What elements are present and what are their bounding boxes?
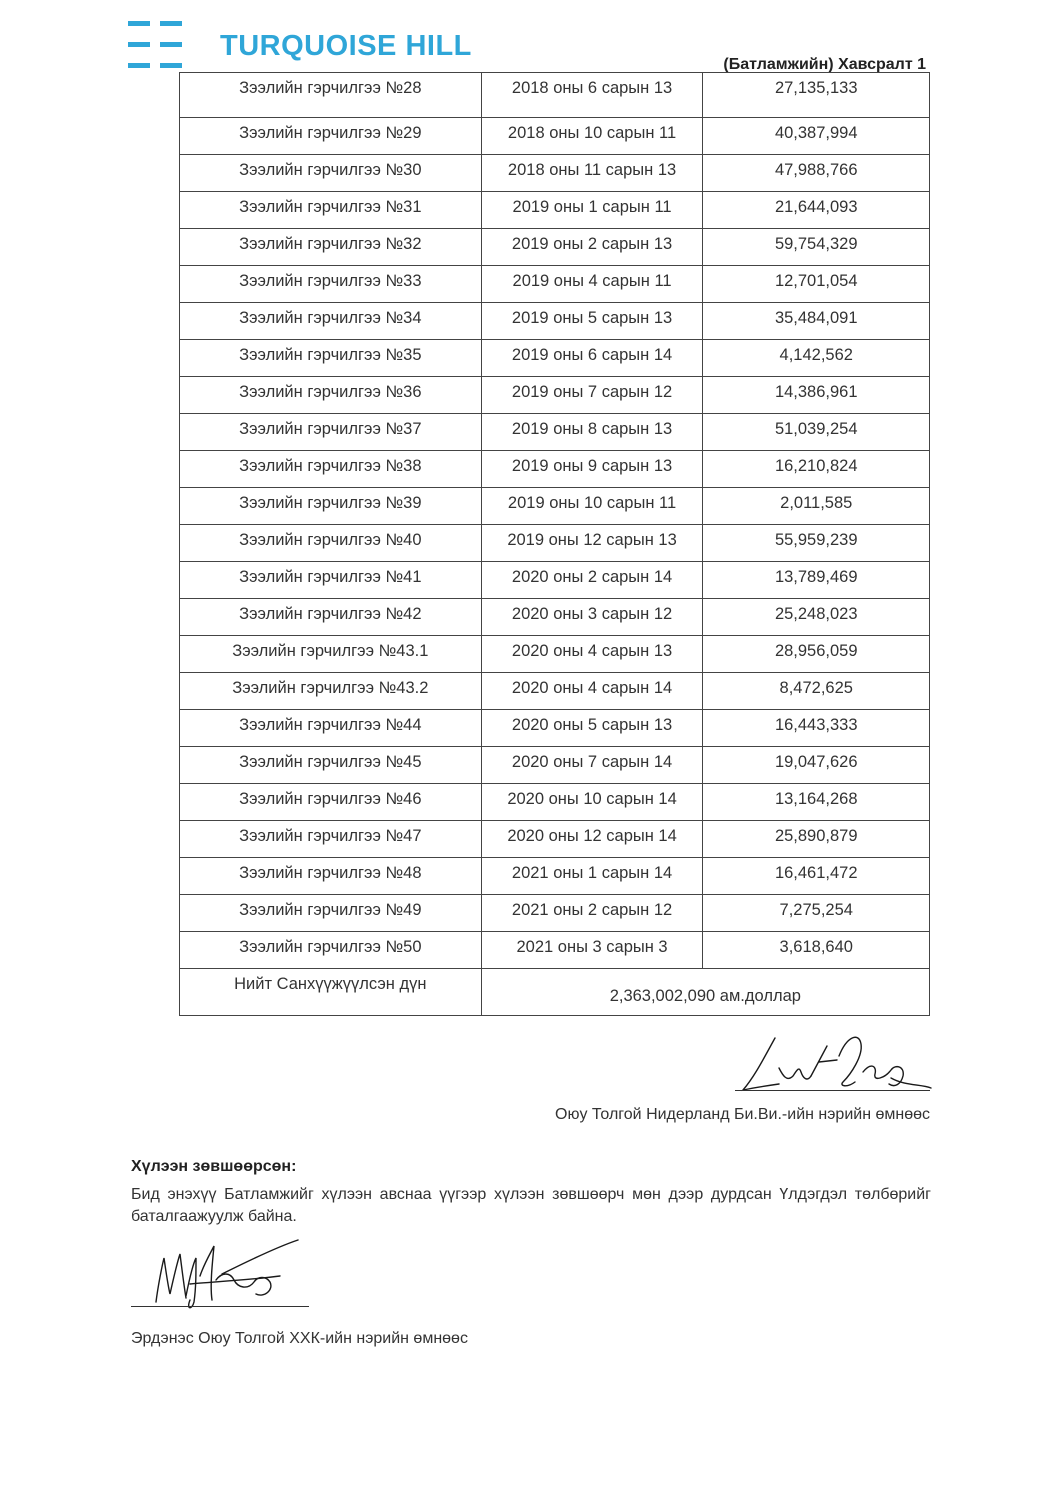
date-cell: 2019 оны 4 сарын 11 [481,266,703,303]
table-row [180,599,930,636]
date-cell: 2020 оны 4 сарын 13 [481,636,703,673]
table-row [180,303,930,340]
date-cell: 2021 оны 1 сарын 14 [481,858,703,895]
date-cell: 2020 оны 10 сарын 14 [481,784,703,821]
amount-cell: 28,956,059 [703,636,930,673]
certificate-name-cell: Зээлийн гэрчилгээ №31 [180,192,482,229]
table-row [180,451,930,488]
date-cell: 2020 оны 7 сарын 14 [481,747,703,784]
table-row [180,155,930,192]
table-row [180,73,930,118]
certificate-name-cell: Зээлийн гэрчилгээ №39 [180,488,482,525]
amount-cell: 40,387,994 [703,118,930,155]
table-row [180,710,930,747]
table-row [180,821,930,858]
amount-cell: 25,890,879 [703,821,930,858]
acceptance-body: Бид энэхүү Батламжийг хүлээн авснаа үүгээр хүлээн зөвшөөрч мөн дээр дурдсан Үлдэгдэл төлбөрийг баталгаажуулж байна. [131,1186,931,1225]
certificate-name-cell: Зээлийн гэрчилгээ №35 [180,340,482,377]
certificate-name-cell: Зээлийн гэрчилгээ №46 [180,784,482,821]
certificate-name-cell: Зээлийн гэрчилгээ №33 [180,266,482,303]
certificate-name-cell: Зээлийн гэрчилгээ №48 [180,858,482,895]
date-cell: 2020 оны 2 сарын 14 [481,562,703,599]
table-row [180,525,930,562]
appendix-label: (Батламжийн) Хавсралт 1 [723,56,926,73]
table-row [180,488,930,525]
certificate-name-cell: Зээлийн гэрчилгээ №50 [180,932,482,969]
company-logo [128,18,488,74]
certificate-name-cell: Зээлийн гэрчилгээ №41 [180,562,482,599]
total-row [180,969,930,1016]
table-row [180,229,930,266]
date-cell: 2019 оны 7 сарын 12 [481,377,703,414]
date-cell: 2020 оны 3 сарын 12 [481,599,703,636]
certificate-name-cell: Зээлийн гэрчилгээ №29 [180,118,482,155]
certificate-name-cell: Зээлийн гэрчилгээ №28 [180,73,482,118]
table-row [180,784,930,821]
certificate-name-cell: Зээлийн гэрчилгээ №49 [180,895,482,932]
amount-cell: 51,039,254 [703,414,930,451]
date-cell: 2020 оны 12 сарын 14 [481,821,703,858]
date-cell: 2019 оны 2 сарын 13 [481,229,703,266]
amount-cell: 35,484,091 [703,303,930,340]
table-row [180,118,930,155]
date-cell: 2019 оны 8 сарын 13 [481,414,703,451]
table-row [180,747,930,784]
certificate-name-cell: Зээлийн гэрчилгээ №43.1 [180,636,482,673]
table-row [180,266,930,303]
amount-cell: 13,164,268 [703,784,930,821]
amount-cell: 3,618,640 [703,932,930,969]
certificate-name-cell: Зээлийн гэрчилгээ №38 [180,451,482,488]
date-cell: 2020 оны 4 сарын 14 [481,673,703,710]
certificate-name-cell: Зээлийн гэрчилгээ №30 [180,155,482,192]
signature-line-1 [735,1090,930,1091]
signature-2 [130,1236,320,1316]
amount-cell: 21,644,093 [703,192,930,229]
date-cell: 2018 оны 10 сарын 11 [481,118,703,155]
table-row [180,562,930,599]
date-cell: 2020 оны 5 сарын 13 [481,710,703,747]
amount-cell: 59,754,329 [703,229,930,266]
date-cell: 2019 оны 1 сарын 11 [481,192,703,229]
amount-cell: 14,386,961 [703,377,930,414]
amount-cell: 25,248,023 [703,599,930,636]
amount-cell: 55,959,239 [703,525,930,562]
total-label: Нийт Санхүүжүүлсэн дүн [180,969,482,1016]
logo-stripes-icon [128,18,188,74]
amount-cell: 16,443,333 [703,710,930,747]
amount-cell: 7,275,254 [703,895,930,932]
certificate-name-cell: Зээлийн гэрчилгээ №36 [180,377,482,414]
date-cell: 2019 оны 5 сарын 13 [481,303,703,340]
date-cell: 2019 оны 12 сарын 13 [481,525,703,562]
table-row [180,192,930,229]
certificate-name-cell: Зээлийн гэрчилгээ №42 [180,599,482,636]
signature-line-2 [131,1306,309,1307]
table-row [180,377,930,414]
loan-certificates-table [179,72,930,1016]
date-cell: 2019 оны 6 сарын 14 [481,340,703,377]
certificate-name-cell: Зээлийн гэрчилгээ №47 [180,821,482,858]
certificate-name-cell: Зээлийн гэрчилгээ №37 [180,414,482,451]
date-cell: 2021 оны 3 сарын 3 [481,932,703,969]
table-row [180,414,930,451]
signature-1 [735,1026,935,1100]
amount-cell: 19,047,626 [703,747,930,784]
date-cell: 2018 оны 11 сарын 13 [481,155,703,192]
amount-cell: 13,789,469 [703,562,930,599]
certificate-name-cell: Зээлийн гэрчилгээ №44 [180,710,482,747]
logo-text: TURQUOISE HILL [220,30,472,62]
table-row [180,340,930,377]
amount-cell: 27,135,133 [703,73,930,118]
amount-cell: 12,701,054 [703,266,930,303]
date-cell: 2019 оны 10 сарын 11 [481,488,703,525]
date-cell: 2019 оны 9 сарын 13 [481,451,703,488]
amount-cell: 2,011,585 [703,488,930,525]
certificate-name-cell: Зээлийн гэрчилгээ №45 [180,747,482,784]
table-row [180,636,930,673]
date-cell: 2018 оны 6 сарын 13 [481,73,703,118]
amount-cell: 47,988,766 [703,155,930,192]
table-row [180,895,930,932]
certificate-name-cell: Зээлийн гэрчилгээ №34 [180,303,482,340]
date-cell: 2021 оны 2 сарын 12 [481,895,703,932]
amount-cell: 8,472,625 [703,673,930,710]
signatory-2-caption: Эрдэнэс Оюу Толгой ХХК-ийн нэрийн өмнөөс [131,1330,468,1347]
signatory-1-caption: Оюу Толгой Нидерланд Би.Ви.-ийн нэрийн өмнөөс [555,1106,930,1123]
amount-cell: 4,142,562 [703,340,930,377]
certificate-name-cell: Зээлийн гэрчилгээ №40 [180,525,482,562]
certificate-name-cell: Зээлийн гэрчилгээ №43.2 [180,673,482,710]
certificate-name-cell: Зээлийн гэрчилгээ №32 [180,229,482,266]
table-row [180,673,930,710]
table-row [180,858,930,895]
amount-cell: 16,461,472 [703,858,930,895]
table-row [180,932,930,969]
acceptance-title: Хүлээн зөвшөөрсөн: [131,1158,297,1175]
amount-cell: 16,210,824 [703,451,930,488]
total-value: 2,363,002,090 ам.доллар [481,969,929,1016]
